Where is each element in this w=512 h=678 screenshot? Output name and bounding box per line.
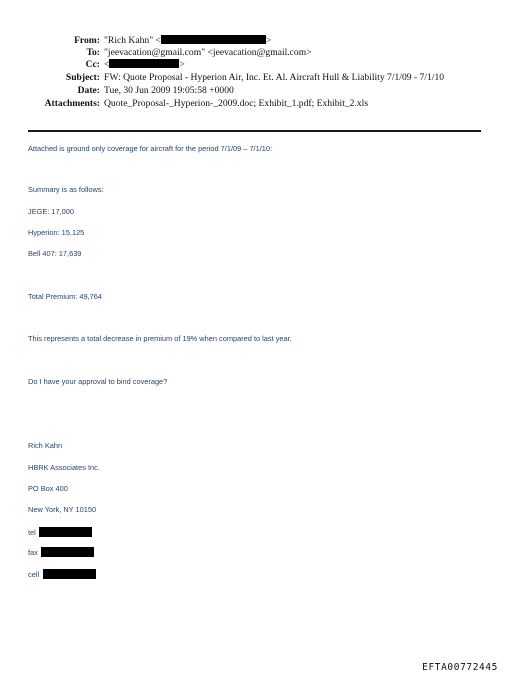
fax-label: fax	[28, 548, 38, 557]
redacted-email	[161, 35, 266, 44]
body-summary: Summary is as follows:	[28, 185, 104, 194]
body-decrease: This represents a total decrease in premium of 19% when compared to last year.	[28, 334, 292, 343]
signature-name: Rich Kahn	[28, 441, 63, 450]
subject-value: FW: Quote Proposal - Hyperion Air, Inc. Et. Al. Aircraft Hull & Liability 7/1/09 - 7/1/10	[104, 72, 445, 83]
from-suffix: >	[265, 35, 272, 46]
body-hyperion: Hyperion: 15,125	[28, 228, 85, 237]
cc-prefix: <	[104, 59, 110, 70]
document-id: EFTA00772445	[422, 662, 498, 673]
body-total: Total Premium: 49,764	[28, 292, 102, 301]
attachments-value[interactable]: Quote_Proposal-_Hyperion-_2009.doc; Exhibit_1.pdf; Exhibit_2.xls	[104, 98, 369, 109]
cc-suffix: >	[179, 59, 185, 70]
signature-po-box: PO Box 400	[28, 484, 68, 493]
redacted-cc	[109, 59, 179, 68]
date-label: Date:	[77, 85, 100, 96]
from-name: "Rich Kahn" <	[104, 35, 161, 46]
redacted-fax	[41, 547, 94, 557]
cell-label: cell	[28, 570, 40, 579]
body-intro: Attached is ground only coverage for aircraft for the period 7/1/09 – 7/1/10:	[28, 144, 273, 153]
attachments-label: Attachments:	[44, 98, 100, 109]
tel-label: tel	[28, 528, 36, 537]
body-jege: JEGE: 17,000	[28, 207, 75, 216]
cc-label: Cc:	[85, 59, 100, 70]
signature-city: New York, NY 10150	[28, 505, 97, 514]
body-approval: Do I have your approval to bind coverage?	[28, 377, 168, 386]
subject-label: Subject:	[65, 72, 100, 83]
signature-company: HBRK Associates Inc.	[28, 463, 100, 472]
to-label: To:	[86, 47, 100, 58]
to-value: "jeevacation@gmail.com" <jeevacation@gmail.com>	[104, 47, 312, 58]
redacted-cell	[43, 569, 96, 579]
date-value: Tue, 30 Jun 2009 19:05:58 +0000	[104, 85, 234, 96]
body-bell: Bell 407: 17,639	[28, 249, 82, 258]
redacted-tel	[39, 527, 92, 537]
cc-value	[104, 59, 185, 71]
from-value	[104, 35, 271, 47]
header-divider	[28, 130, 481, 132]
from-label: From:	[74, 35, 100, 46]
